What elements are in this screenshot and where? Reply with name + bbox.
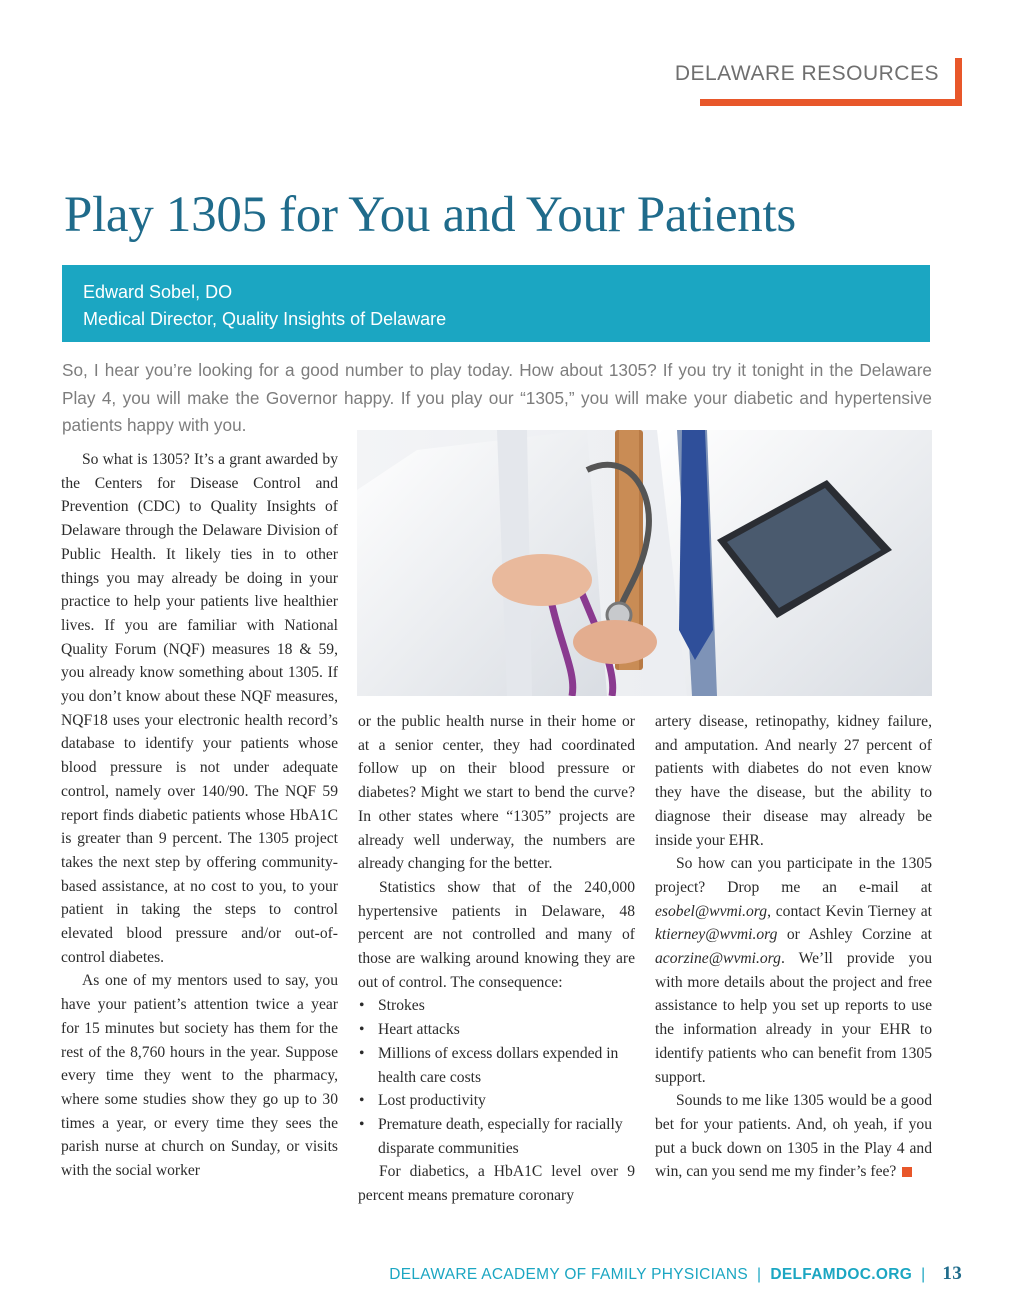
- list-item: • Millions of excess dollars expended in health care costs: [358, 1042, 635, 1089]
- article-column-3: [655, 710, 932, 1184]
- paragraph: or the public health nurse in their home or at a senior center, they had coordinated follow up on their blood pressure or diabetes? Might we start to bend the curve? In other states where “1305” projects are already well underway, the numbers are already changing for the better.: [358, 713, 635, 873]
- article-title: Play 1305 for You and Your Patients: [64, 187, 796, 243]
- text-segment: Sounds to me like 1305 would be a good bet for your patients. And, oh yeah, if you put a buck down on 1305 in the Play 4 and win, can you send me my finder’s fee?: [655, 1092, 932, 1181]
- footer-org: DELAWARE ACADEMY OF FAMILY PHYSICIANS: [389, 1266, 749, 1283]
- text-segment: , contact Kevin Tierney at: [767, 902, 932, 920]
- email-link[interactable]: acorzine@wvmi.org: [655, 950, 781, 968]
- author-byline: [62, 265, 930, 342]
- article-column-2: [358, 710, 635, 1208]
- author-name: Edward Sobel, DO: [83, 282, 233, 302]
- email-link[interactable]: esobel@wvmi.org: [655, 902, 768, 920]
- section-tag: [674, 58, 962, 106]
- footer-separator: |: [757, 1266, 762, 1283]
- paragraph: artery disease, retinopathy, kidney failure, and amputation. And nearly 27 percent of patients with diabetes do not even know they have the disease, but the ability to diagnose their disease may already be inside your EHR.: [655, 713, 932, 849]
- list-item: • Strokes: [358, 994, 635, 1018]
- paragraph: As one of my mentors used to say, you have your patient’s attention twice a year for 15 minutes but society has them for the rest of the 8,760 hours in the year. Suppose every time they went to the pharmacy, where some studies show they go up to 30 times a year, or every time they sees the parish nurse at church on Sunday, or visits with the social worker: [61, 972, 338, 1180]
- doctors-photo: [357, 430, 932, 696]
- paragraph: So what is 1305? It’s a grant awarded by the Centers for Disease Control and Prevention (CDC) to Quality Insights of Delaware through the Delaware Division of Public Health. It likely ties in to other things you may already be doing in your practice to help your patients live healthier lives. If you are familiar with National Quality Forum (NQF) measures 18 & 59, you already know something about 1305. If you don’t know about these NQF measures, NQF18 uses your electronic health record’s database to identify your patients whose blood pressure is not under adequate control, namely over 140/90. The NQF 59 report finds diabetic patients whose HbA1C is greater than 9 percent. The 1305 project takes the next step by offering community-based assistance, at no cost to you, to your patient in taking the steps to control elevated blood pressure and/or out-of-control diabetes.: [61, 451, 338, 966]
- email-link[interactable]: ktierney@wvmi.org: [655, 926, 778, 944]
- consequence-list: [358, 994, 635, 1160]
- list-item: • Lost productivity: [358, 1089, 635, 1113]
- article-column-1: [61, 448, 338, 1183]
- article-intro: So, I hear you’re looking for a good number to play today. How about 1305? If you try it tonight in the Delaware Play 4, you will make the Governor happy. If you play our “1305,” you will make your diabetic and hypertensive patients happy with you.: [62, 360, 932, 435]
- text-segment: or Ashley Corzine at: [777, 926, 932, 944]
- end-mark-icon: [902, 1167, 912, 1177]
- text-segment: So how can you participate in the 1305 project? Drop me an e-mail at: [655, 855, 932, 896]
- list-item: • Heart attacks: [358, 1018, 635, 1042]
- paragraph-contact: [655, 852, 932, 1089]
- paragraph: For diabetics, a HbA1C level over 9 percent means premature coronary: [358, 1163, 635, 1205]
- footer-separator: |: [921, 1266, 926, 1283]
- footer-site-link[interactable]: DELFAMDOC.ORG: [770, 1266, 913, 1283]
- list-item: • Premature death, especially for racially disparate communities: [358, 1113, 635, 1160]
- paragraph: [655, 1089, 932, 1184]
- paragraph: Statistics show that of the 240,000 hypertensive patients in Delaware, 48 percent are not controlled and many of those are walking around knowing they are out of control. The consequence:: [358, 878, 635, 991]
- page-footer: [389, 1263, 962, 1285]
- text-segment: . We’ll provide you with more details about the project and free assistance to help you set up reports to use the information already in your EHR to identify patients who can benefit from 1305 support.: [655, 950, 932, 1086]
- section-tag-label: DELAWARE RESOURCES: [674, 62, 939, 85]
- page-number: 13: [942, 1263, 962, 1284]
- author-title: Medical Director, Quality Insights of Delaware: [83, 309, 447, 329]
